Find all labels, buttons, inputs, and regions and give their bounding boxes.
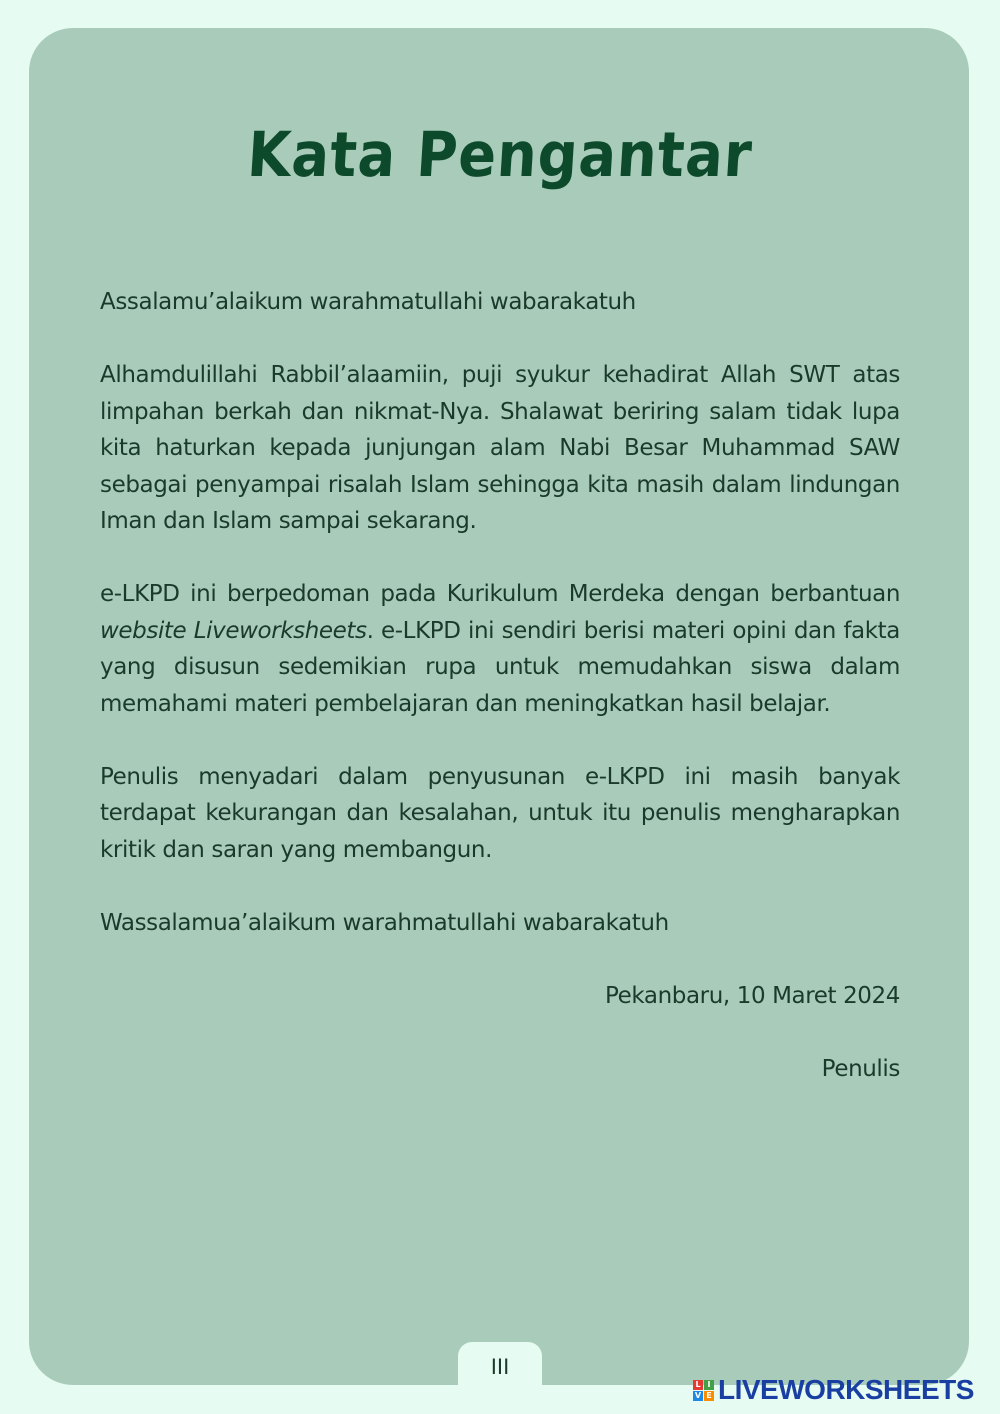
liveworksheets-logo (693, 1375, 974, 1405)
paragraph-2-italic: website Liveworksheets (100, 617, 367, 644)
logo-letter-v: V (694, 1390, 702, 1400)
page-number: III (458, 1342, 542, 1385)
logo-letter-i: I (704, 1380, 714, 1390)
paragraph-2-end: . e-LKPD ini sendiri berisi materi opini dan fakta yang disusun sedemikian rupa untuk memudahkan siswa dalam memahami materi pembelajaran dan meningkatkan hasil belajar. (100, 617, 900, 717)
page-title: Kata Pengantar (245, 118, 755, 191)
greeting: Assalamu’alaikum warahmatullahi wabarakatuh (100, 289, 636, 315)
liveworksheets-logo-text: LIVEWORKSHEETS (718, 1374, 974, 1405)
liveworksheets-logo-icon (693, 1380, 714, 1401)
paragraph-2-start: e-LKPD ini berpedoman pada Kurikulum Merdeka dengan berbantuan (100, 581, 900, 607)
place-date: Pekanbaru, 10 Maret 2024 (604, 982, 900, 1009)
paragraph-3: Penulis menyadari dalam penyusunan e-LKPD ini masih banyak terdapat kekurangan dan kesalahan, untuk itu penulis mengharapkan kritik dan saran yang membangun. (100, 763, 900, 863)
signature: Penulis (821, 1055, 900, 1082)
paragraph-1: Alhamdulillahi Rabbil’alaamiin, puji syukur kehadirat Allah SWT atas limpahan berkah dan nikmat-Nya. Shalawat beriring salam tidak lupa kita haturkan kepada junjungan alam Nabi Besar Muhammad SAW sebagai penyampai risalah Islam sehingga kita masih dalam lindungan Iman dan Islam sampai sekarang. (100, 362, 900, 534)
logo-letter-e: E (704, 1391, 714, 1401)
preface-body (100, 284, 900, 1124)
paragraph-2 (100, 576, 900, 722)
closing-greeting: Wassalamua’alaikum warahmatullahi wabarakatuh (100, 909, 669, 936)
logo-letter-l: L (693, 1380, 703, 1390)
